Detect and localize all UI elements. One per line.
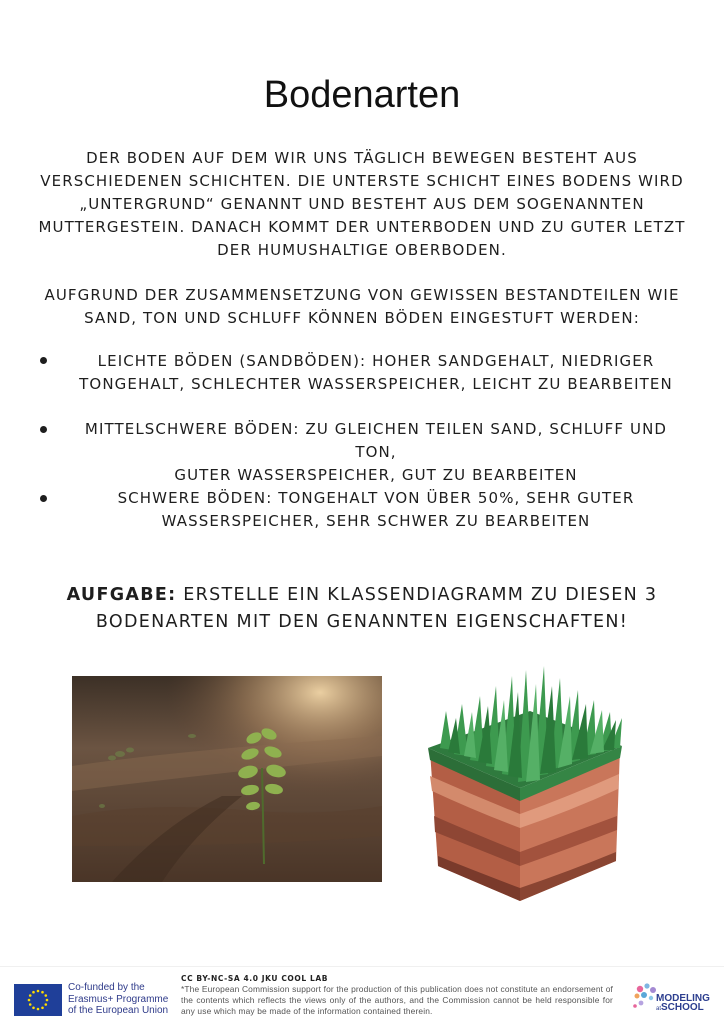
eu-star-icon [28,999,31,1002]
intro-line: MUTTERGESTEIN. DANACH KOMMT DER UNTERBODEN UND ZU GUTER LETZT [38,218,686,236]
intro-line: VERSCHIEDENEN SCHICHTEN. DIE UNTERSTE SCHICHT EINES BODENS WIRD [40,172,684,190]
eu-star-icon [46,999,49,1002]
task-instruction [40,582,684,636]
disclaimer-text: *The European Commission support for the production of this publication does not constitute an endorsement of the contents which reflects the views only of the authors, and the Commission cannot be held responsible for any use which may be made of the information contained therein. [181,984,613,1016]
erasmus-line: Co-funded by the [68,982,145,993]
intro-line: DER HUMUSHALTIGE OBERBODEN. [217,241,507,259]
intro-paragraph [30,147,694,262]
license-text: CC BY-NC-SA 4.0 JKU COOL LAB [181,974,329,983]
list-item-line: MITTELSCHWERE BÖDEN: ZU GLEICHEN TEILEN SAND, SCHLUFF UND TON, [84,420,668,461]
eu-star-icon [29,994,32,997]
list-item-text [66,487,686,533]
list-item-line: SCHWERE BÖDEN: TONGEHALT VON ÜBER 50%, SEHR GUTER [117,489,635,507]
classification-line: AUFGRUND DER ZUSAMMENSETZUNG VON GEWISSEN BESTANDTEILEN WIE [44,286,680,304]
logo-text [656,994,710,1014]
bullet-icon [40,426,47,433]
erasmus-cofunding-label [68,982,178,1017]
eu-star-icon [32,991,35,994]
footer [0,966,724,1025]
list-item-text [66,350,686,396]
modeling-at-school-logo [632,981,716,1017]
eu-star-icon [41,1006,44,1009]
logo-word: MODELING [656,993,710,1004]
task-line: BODENARTEN MIT DEN GENANNTEN EIGENSCHAFTEN! [95,612,629,632]
task-line [40,582,684,609]
eu-star-icon [41,991,44,994]
eu-star-icon [37,1008,40,1011]
list-item-line: WASSERSPEICHER, SEHR SCHWER ZU BEARBEITEN [161,512,591,530]
erasmus-line: Erasmus+ Programme [68,993,169,1005]
list-item-text [66,418,686,487]
eu-star-icon [44,1003,47,1006]
bullet-icon [40,495,47,502]
intro-line: „UNTERGRUND“ GENANNT UND BESTEHT AUS DEM SOGENANNTEN [79,195,645,213]
list-item-line: LEICHTE BÖDEN (SANDBÖDEN): HOHER SANDGEHALT, NIEDRIGER [97,352,655,370]
intro-line: DER BODEN AUF DEM WIR UNS TÄGLICH BEWEGEN BESTEHT AUS [86,149,638,167]
erasmus-line: of the European Union [68,1005,169,1016]
logo-word: SCHOOL [661,1002,704,1013]
list-item-line: TONGEHALT, SCHLECHTER WASSERSPEICHER, LEICHT ZU BEARBEITEN [79,375,673,393]
page-title: Bodenarten [263,74,461,116]
footer-legal [181,974,613,1017]
eu-star-icon [37,990,40,993]
eu-star-icon [44,994,47,997]
soil-cube-illustration [420,656,630,906]
list-item-line: GUTER WASSERSPEICHER, GUT ZU BEARBEITEN [174,466,578,484]
soil-cube-image [420,656,630,906]
eu-star-icon [32,1006,35,1009]
eu-flag-icon [14,984,62,1016]
classification-paragraph [30,284,694,330]
logo-word: at [656,1006,662,1012]
seedling-photo [72,676,382,882]
task-label: AUFGABE: [66,585,177,605]
bullet-icon [40,357,47,364]
task-text: ERSTELLE EIN KLASSENDIAGRAMM ZU DIESEN 3 [176,585,658,605]
classification-line: SAND, TON UND SCHLUFF KÖNNEN BÖDEN EINGESTUFT WERDEN: [84,309,640,327]
eu-star-icon [29,1003,32,1006]
seedling-photo-image [72,676,382,882]
